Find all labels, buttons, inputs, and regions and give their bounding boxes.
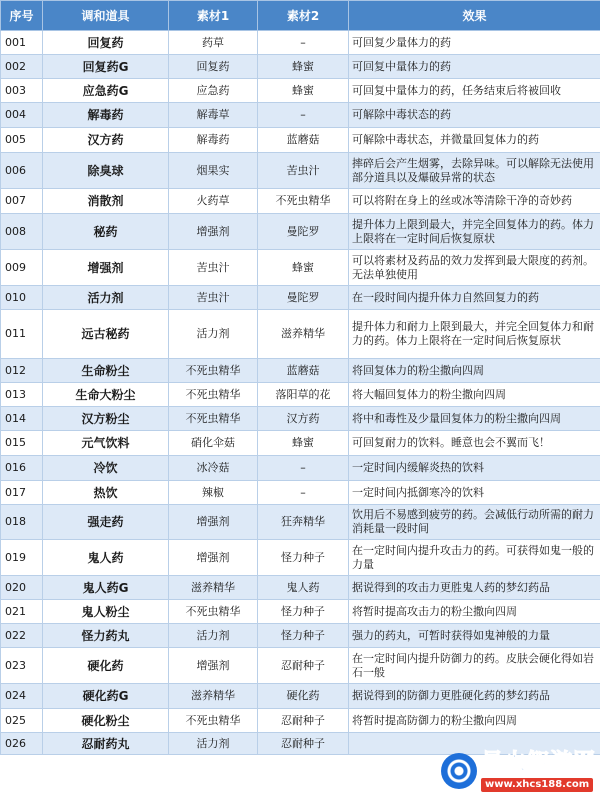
table-row	[1, 481, 600, 505]
row-material-1: 回复药	[169, 55, 258, 79]
row-effect: 可解除中毒状态，并微量回复体力的药	[349, 128, 600, 153]
table-row	[1, 407, 600, 431]
row-item-name: 生命粉尘	[43, 359, 169, 383]
row-material-1: 活力剂	[169, 733, 258, 755]
row-material-1: 解毒草	[169, 103, 258, 128]
table-row	[1, 79, 600, 103]
row-material-2: 苦虫汁	[258, 153, 349, 189]
row-item-name: 解毒药	[43, 103, 169, 128]
row-material-2: 怪力种子	[258, 624, 349, 648]
row-id: 007	[1, 189, 43, 214]
row-material-1: 不死虫精华	[169, 359, 258, 383]
row-effect: 在一段时间内提升体力自然回复力的药	[349, 286, 600, 310]
table-row	[1, 684, 600, 709]
row-effect: 强力的药丸，可暂时获得如鬼神般的力量	[349, 624, 600, 648]
row-item-name: 生命大粉尘	[43, 383, 169, 407]
site-watermark	[400, 742, 600, 800]
row-id: 001	[1, 31, 43, 55]
header-material-2: 素材2	[258, 1, 349, 31]
row-effect: 据说得到的防御力更胜硬化药的梦幻药品	[349, 684, 600, 709]
row-id: 005	[1, 128, 43, 153]
row-effect: 可以将素材及药品的效力发挥到最大限度的药剂。无法单独使用	[349, 250, 600, 286]
row-item-name: 冷饮	[43, 456, 169, 481]
row-material-1: 解毒药	[169, 128, 258, 153]
row-item-name: 汉方粉尘	[43, 407, 169, 431]
row-material-2: 落阳草的花	[258, 383, 349, 407]
row-effect: 据说得到的攻击力更胜鬼人药的梦幻药品	[349, 576, 600, 600]
table-row	[1, 55, 600, 79]
table-row	[1, 214, 600, 250]
row-id: 010	[1, 286, 43, 310]
row-material-2: 蜂蜜	[258, 250, 349, 286]
row-id: 014	[1, 407, 43, 431]
row-id: 026	[1, 733, 43, 755]
row-material-2: 鬼人药	[258, 576, 349, 600]
row-item-name: 忍耐药丸	[43, 733, 169, 755]
row-id: 024	[1, 684, 43, 709]
row-material-1: 辣椒	[169, 481, 258, 505]
row-id: 002	[1, 55, 43, 79]
row-effect: 可回复耐力的饮料。睡意也会不翼而飞！	[349, 431, 600, 456]
row-material-2: 曼陀罗	[258, 214, 349, 250]
row-material-1: 活力剂	[169, 624, 258, 648]
row-material-2: 不死虫精华	[258, 189, 349, 214]
row-effect: 可回复中量体力的药	[349, 55, 600, 79]
row-effect: 在一定时间内提升防御力的药。皮肤会硬化得如岩石一般	[349, 648, 600, 684]
row-material-1: 增强剂	[169, 540, 258, 576]
row-id: 023	[1, 648, 43, 684]
row-item-name: 除臭球	[43, 153, 169, 189]
row-effect: 将暂时提高防御力的粉尘撒向四周	[349, 709, 600, 733]
header-row	[1, 1, 600, 31]
row-item-name: 强走药	[43, 505, 169, 540]
table-row	[1, 103, 600, 128]
row-material-2: 滋养精华	[258, 310, 349, 359]
row-effect: 一定时间内缓解炎热的饮料	[349, 456, 600, 481]
row-material-2: 忍耐种子	[258, 733, 349, 755]
row-id: 022	[1, 624, 43, 648]
header-effect: 效果	[349, 1, 600, 31]
row-item-name: 热饮	[43, 481, 169, 505]
row-material-1: 烟果实	[169, 153, 258, 189]
row-material-2: 怪力种子	[258, 540, 349, 576]
row-id: 016	[1, 456, 43, 481]
row-id: 011	[1, 310, 43, 359]
row-material-1: 增强剂	[169, 214, 258, 250]
row-effect: 可回复少量体力的药	[349, 31, 600, 55]
table-row	[1, 383, 600, 407]
row-item-name: 秘药	[43, 214, 169, 250]
watermark-logo-icon	[441, 753, 477, 789]
table-row	[1, 540, 600, 576]
row-id: 009	[1, 250, 43, 286]
row-item-name: 元气饮料	[43, 431, 169, 456]
row-effect: 可以将附在身上的丝或冰等清除干净的奇妙药	[349, 189, 600, 214]
row-item-name: 远古秘药	[43, 310, 169, 359]
row-material-2: 忍耐种子	[258, 709, 349, 733]
row-effect: 可回复中量体力的药，任务结束后将被回收	[349, 79, 600, 103]
row-material-1: 硝化伞菇	[169, 431, 258, 456]
table-row	[1, 310, 600, 359]
table-row	[1, 31, 600, 55]
row-material-1: 不死虫精华	[169, 709, 258, 733]
row-item-name: 回复药G	[43, 55, 169, 79]
row-material-2: 怪力种子	[258, 600, 349, 624]
row-id: 018	[1, 505, 43, 540]
table-row	[1, 456, 600, 481]
row-material-2: –	[258, 103, 349, 128]
row-effect: 提升体力上限到最大，并完全回复体力的药。体力上限将在一定时间后恢复原状	[349, 214, 600, 250]
row-item-name: 消散剂	[43, 189, 169, 214]
row-material-2: 硬化药	[258, 684, 349, 709]
row-effect: 将中和毒性及少量回复体力的粉尘撒向四周	[349, 407, 600, 431]
row-material-2: –	[258, 481, 349, 505]
row-material-2: 蓝蘑菇	[258, 128, 349, 153]
row-material-1: 增强剂	[169, 648, 258, 684]
row-effect: 可解除中毒状态的药	[349, 103, 600, 128]
row-item-name: 硬化粉尘	[43, 709, 169, 733]
table-row	[1, 189, 600, 214]
row-id: 004	[1, 103, 43, 128]
row-material-1: 冰冷菇	[169, 456, 258, 481]
row-id: 025	[1, 709, 43, 733]
row-material-1: 活力剂	[169, 310, 258, 359]
row-id: 013	[1, 383, 43, 407]
table-row	[1, 359, 600, 383]
row-item-name: 鬼人粉尘	[43, 600, 169, 624]
row-id: 003	[1, 79, 43, 103]
table-row	[1, 624, 600, 648]
row-id: 019	[1, 540, 43, 576]
row-item-name: 应急药G	[43, 79, 169, 103]
row-material-2: 汉方药	[258, 407, 349, 431]
row-effect: 饮用后不易感到疲劳的药。会减低行动所需的耐力消耗量一段时间	[349, 505, 600, 540]
row-material-1: 苦虫汁	[169, 250, 258, 286]
row-material-1: 滋养精华	[169, 576, 258, 600]
row-effect: 在一定时间内提升攻击力的药。可获得如鬼一般的力量	[349, 540, 600, 576]
row-effect: 将暂时提高攻击力的粉尘撒向四周	[349, 600, 600, 624]
row-material-1: 不死虫精华	[169, 383, 258, 407]
row-id: 015	[1, 431, 43, 456]
row-id: 008	[1, 214, 43, 250]
table-row	[1, 600, 600, 624]
table-row	[1, 250, 600, 286]
row-item-name: 鬼人药	[43, 540, 169, 576]
row-effect: 提升体力和耐力上限到最大，并完全回复体力和耐力的药。体力上限将在一定时间后恢复原状	[349, 310, 600, 359]
table-row	[1, 286, 600, 310]
row-id: 012	[1, 359, 43, 383]
row-id: 017	[1, 481, 43, 505]
table-row	[1, 153, 600, 189]
table-row	[1, 648, 600, 684]
table-row	[1, 128, 600, 153]
row-material-2: 曼陀罗	[258, 286, 349, 310]
row-material-2: 蜂蜜	[258, 55, 349, 79]
row-material-1: 药草	[169, 31, 258, 55]
row-material-1: 滋养精华	[169, 684, 258, 709]
watermark-url: www.xhcs188.com	[481, 778, 593, 792]
row-material-2: 蜂蜜	[258, 431, 349, 456]
header-item: 调和道具	[43, 1, 169, 31]
row-id: 021	[1, 600, 43, 624]
header-id: 序号	[1, 1, 43, 31]
watermark-text	[481, 750, 596, 792]
table-row	[1, 431, 600, 456]
table-row	[1, 505, 600, 540]
row-material-1: 增强剂	[169, 505, 258, 540]
row-id: 020	[1, 576, 43, 600]
row-material-2: 狂奔精华	[258, 505, 349, 540]
row-material-1: 不死虫精华	[169, 600, 258, 624]
row-material-1: 火药草	[169, 189, 258, 214]
row-material-2: –	[258, 456, 349, 481]
header-material-1: 素材1	[169, 1, 258, 31]
row-id: 006	[1, 153, 43, 189]
row-item-name: 回复药	[43, 31, 169, 55]
row-material-1: 应急药	[169, 79, 258, 103]
row-item-name: 增强剂	[43, 250, 169, 286]
row-material-2: 忍耐种子	[258, 648, 349, 684]
table-body	[1, 31, 600, 755]
watermark-title: 星火智游网	[480, 750, 596, 775]
row-effect: 一定时间内抵御寒冷的饮料	[349, 481, 600, 505]
row-effect: 将回复体力的粉尘撒向四周	[349, 359, 600, 383]
row-item-name: 活力剂	[43, 286, 169, 310]
row-item-name: 怪力药丸	[43, 624, 169, 648]
table-row	[1, 576, 600, 600]
row-material-1: 不死虫精华	[169, 407, 258, 431]
row-effect: 摔碎后会产生烟雾，去除异味。可以解除无法使用部分道具以及爆破异常的状态	[349, 153, 600, 189]
table-row	[1, 709, 600, 733]
row-material-2: 蓝蘑菇	[258, 359, 349, 383]
row-material-1: 苦虫汁	[169, 286, 258, 310]
row-item-name: 汉方药	[43, 128, 169, 153]
row-item-name: 硬化药	[43, 648, 169, 684]
row-item-name: 鬼人药G	[43, 576, 169, 600]
row-material-2: 蜂蜜	[258, 79, 349, 103]
row-effect: 将大幅回复体力的粉尘撒向四周	[349, 383, 600, 407]
row-item-name: 硬化药G	[43, 684, 169, 709]
row-material-2: –	[258, 31, 349, 55]
